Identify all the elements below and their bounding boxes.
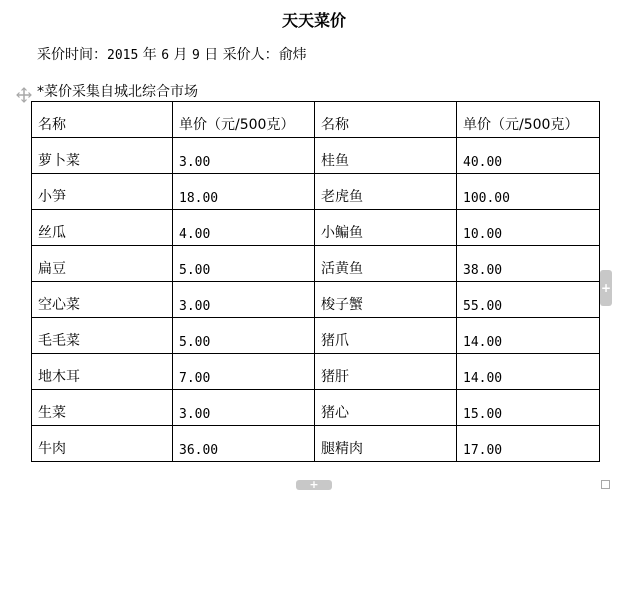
price-cell[interactable]: 10.00	[457, 210, 600, 246]
item-name-cell[interactable]: 猪心	[315, 390, 457, 426]
price-cell[interactable]: 5.00	[173, 246, 315, 282]
day-value: 9	[191, 48, 200, 63]
item-name-cell[interactable]: 生菜	[32, 390, 173, 426]
add-column-handle[interactable]	[600, 270, 612, 306]
collection-info	[37, 44, 307, 64]
collector-name: 俞炜	[278, 47, 307, 63]
item-name-cell[interactable]: 毛毛菜	[32, 318, 173, 354]
price-cell[interactable]: 3.00	[173, 138, 315, 174]
plus-icon: +	[309, 478, 319, 491]
table-row	[32, 174, 600, 210]
price-cell[interactable]: 14.00	[457, 318, 600, 354]
price-cell[interactable]: 36.00	[173, 426, 315, 462]
price-cell[interactable]: 55.00	[457, 282, 600, 318]
plus-icon: +	[600, 281, 612, 295]
item-name-cell[interactable]: 梭子蟹	[315, 282, 457, 318]
price-cell[interactable]: 7.00	[173, 354, 315, 390]
price-cell[interactable]: 5.00	[173, 318, 315, 354]
move-cross-icon[interactable]	[16, 87, 32, 103]
item-name-cell[interactable]: 小鳊鱼	[315, 210, 457, 246]
table-row	[32, 426, 600, 462]
date-label: 采价时间：	[37, 47, 107, 63]
price-table-container	[31, 101, 599, 462]
item-name-cell[interactable]: 空心菜	[32, 282, 173, 318]
table-row	[32, 354, 600, 390]
price-cell[interactable]: 40.00	[457, 138, 600, 174]
table-row	[32, 318, 600, 354]
item-name-cell[interactable]: 丝瓜	[32, 210, 173, 246]
price-table	[31, 101, 600, 462]
price-cell[interactable]: 17.00	[457, 426, 600, 462]
header-cell-name[interactable]: 名称	[315, 102, 457, 138]
item-name-cell[interactable]: 腿精肉	[315, 426, 457, 462]
header-cell-name[interactable]: 名称	[32, 102, 173, 138]
price-cell[interactable]: 14.00	[457, 354, 600, 390]
price-cell[interactable]: 4.00	[173, 210, 315, 246]
year-unit: 年	[142, 47, 157, 63]
item-name-cell[interactable]: 猪爪	[315, 318, 457, 354]
table-header-row	[32, 102, 600, 138]
header-cell-price[interactable]: 单价（元/500克）	[457, 102, 600, 138]
price-cell[interactable]: 18.00	[173, 174, 315, 210]
table-row	[32, 210, 600, 246]
item-name-cell[interactable]: 猪肝	[315, 354, 457, 390]
add-row-handle[interactable]	[296, 480, 332, 490]
collector-label: 采价人：	[222, 47, 279, 63]
table-row	[32, 246, 600, 282]
item-name-cell[interactable]: 活黄鱼	[315, 246, 457, 282]
item-name-cell[interactable]: 地木耳	[32, 354, 173, 390]
resize-corner-icon[interactable]	[601, 480, 610, 489]
source-note: *菜价采集自城北综合市场	[37, 84, 198, 100]
table-row	[32, 390, 600, 426]
item-name-cell[interactable]: 老虎鱼	[315, 174, 457, 210]
header-cell-price[interactable]: 单价（元/500克）	[173, 102, 315, 138]
month-value: 6	[161, 48, 170, 63]
move-cross-icon-graphic	[16, 87, 32, 103]
month-unit: 月	[173, 47, 188, 63]
page-title: 天天菜价	[281, 11, 346, 30]
table-row	[32, 138, 600, 174]
item-name-cell[interactable]: 萝卜菜	[32, 138, 173, 174]
price-cell[interactable]: 3.00	[173, 282, 315, 318]
price-cell[interactable]: 38.00	[457, 246, 600, 282]
table-row	[32, 282, 600, 318]
price-cell[interactable]: 15.00	[457, 390, 600, 426]
item-name-cell[interactable]: 小笋	[32, 174, 173, 210]
price-cell[interactable]: 100.00	[457, 174, 600, 210]
price-cell[interactable]: 3.00	[173, 390, 315, 426]
item-name-cell[interactable]: 桂鱼	[315, 138, 457, 174]
item-name-cell[interactable]: 牛肉	[32, 426, 173, 462]
item-name-cell[interactable]: 扁豆	[32, 246, 173, 282]
year-value: 2015	[107, 48, 139, 63]
day-unit: 日	[204, 47, 219, 63]
